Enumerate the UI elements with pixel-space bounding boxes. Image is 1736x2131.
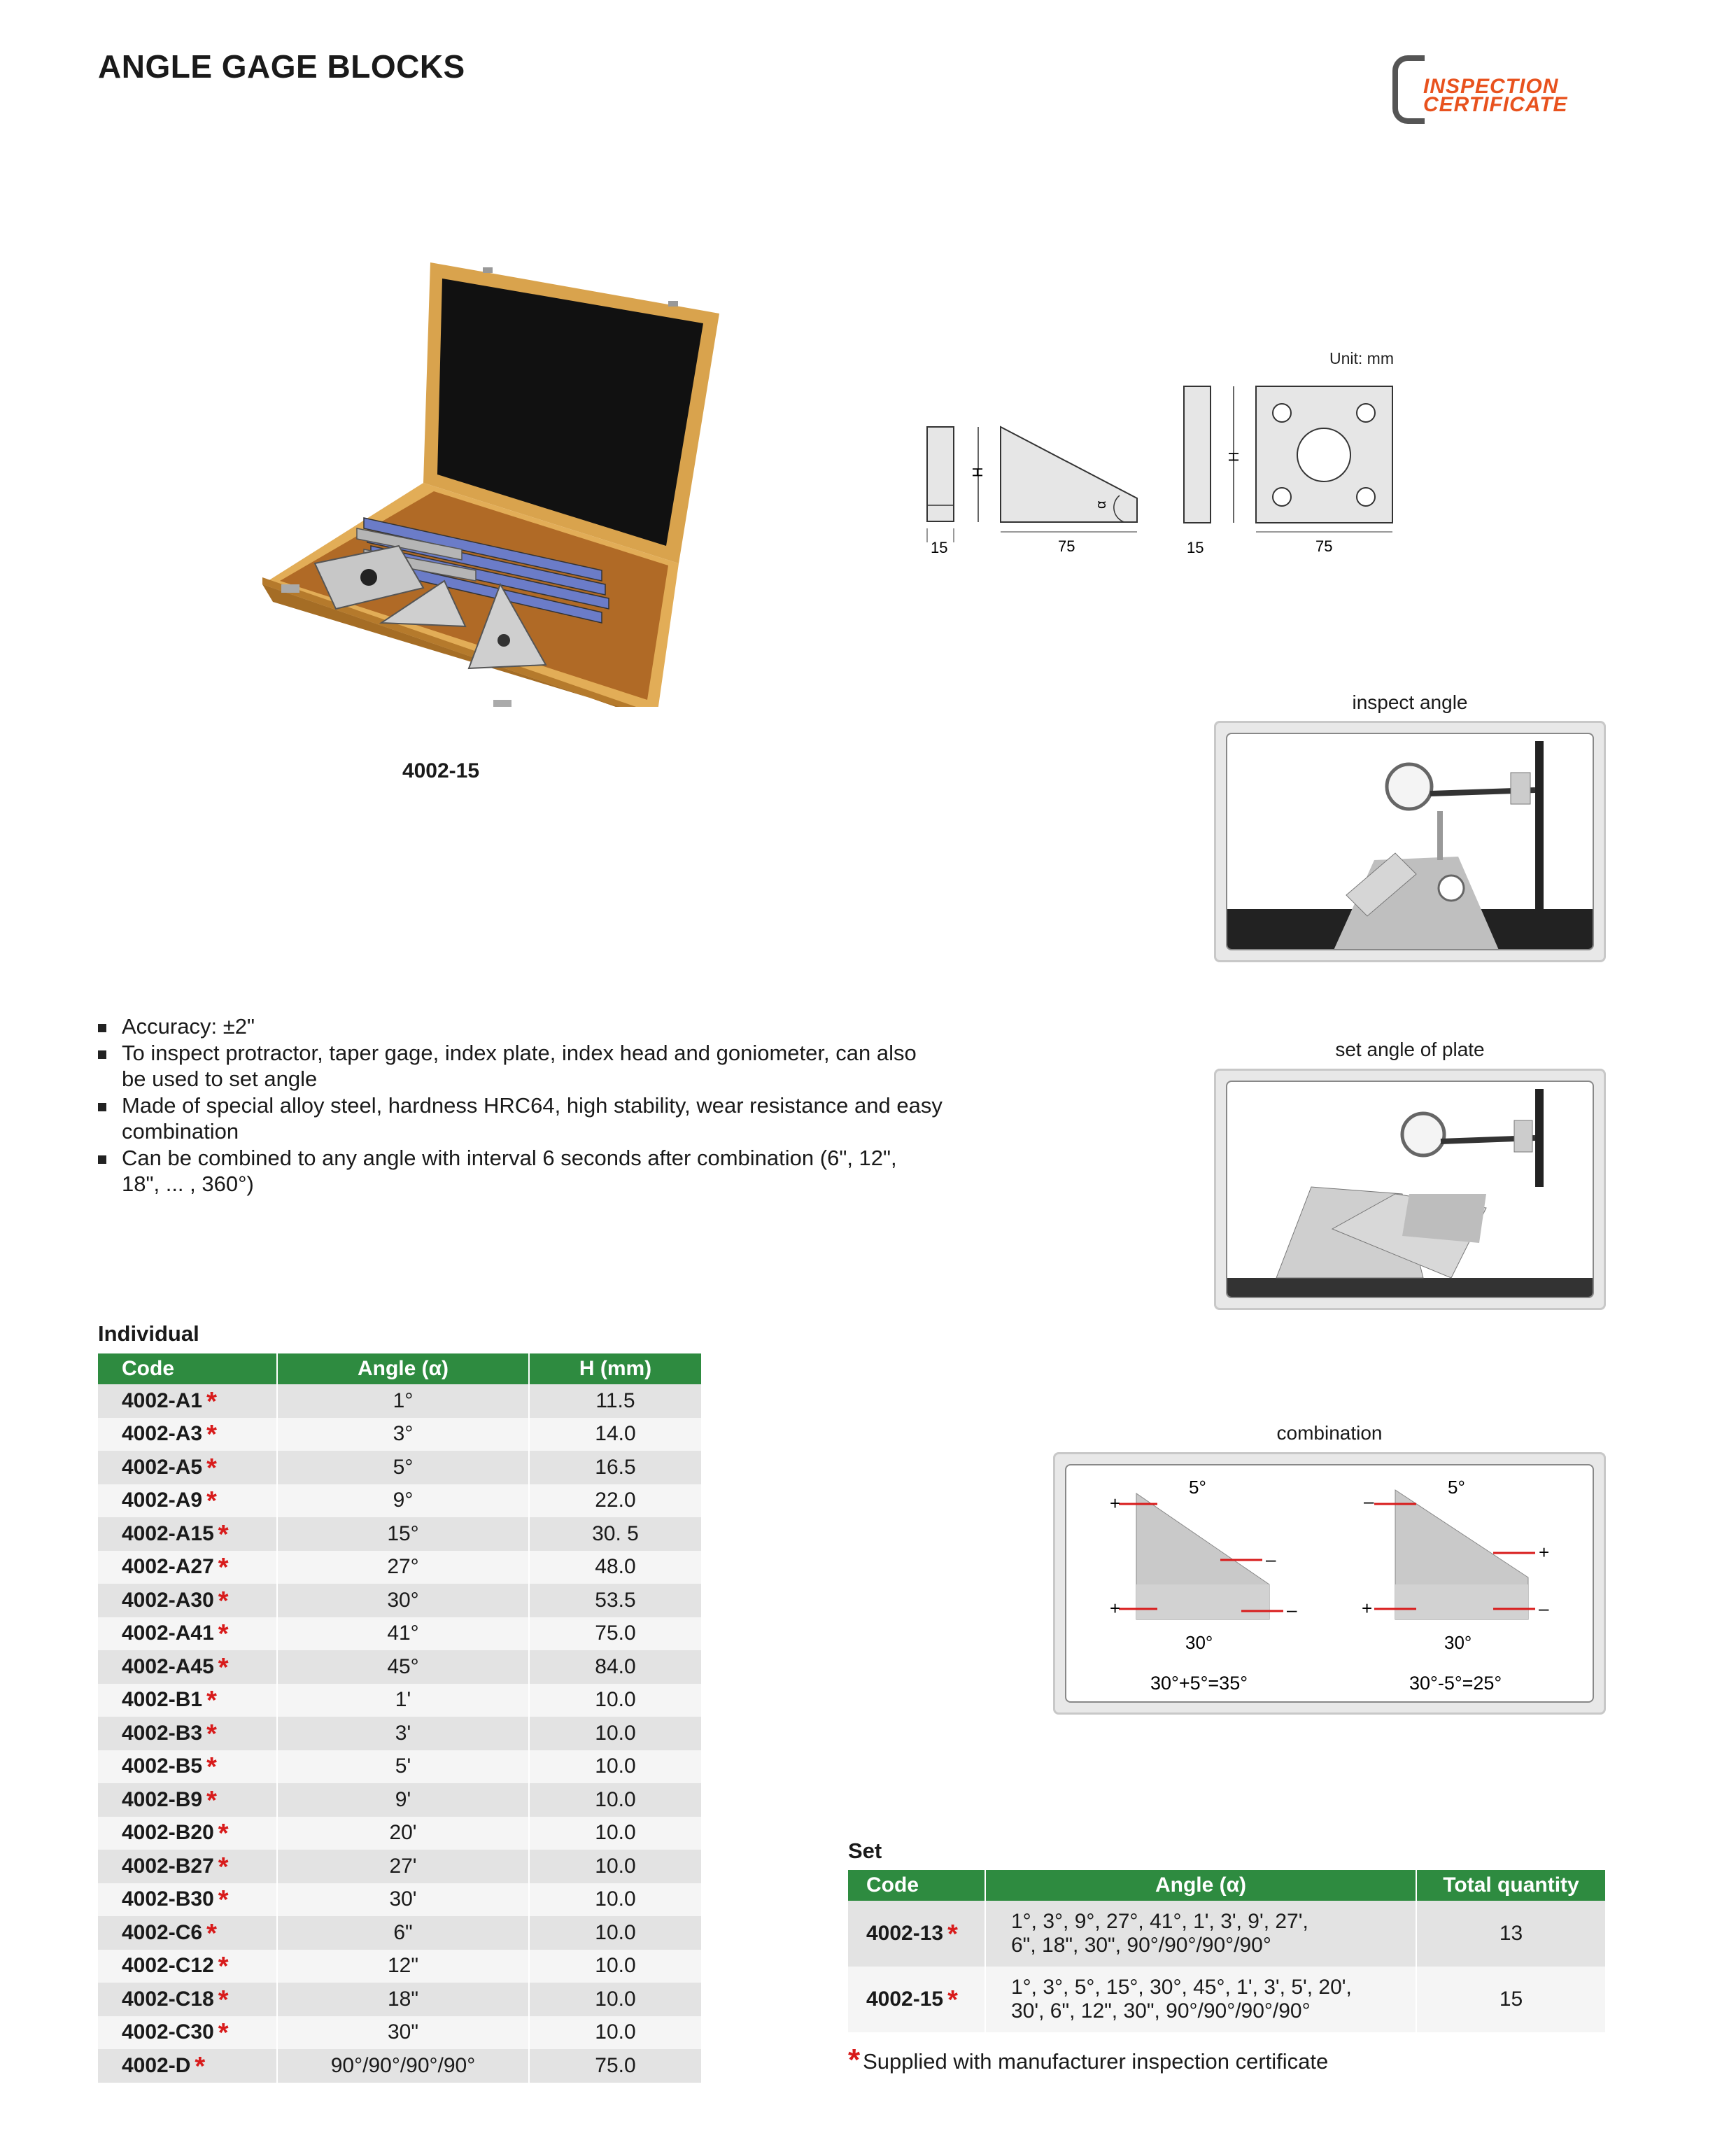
code-cell (98, 1551, 277, 1584)
code-cell (98, 1650, 277, 1684)
h-cell: 10.0 (529, 1883, 701, 1917)
code-text: 4002-B20 (122, 1821, 214, 1845)
angles-line: 30', 6", 12", 30", 90°/90°/90°/90° (1011, 1999, 1311, 2023)
angle-cell: 5' (277, 1750, 529, 1784)
h-cell: 10.0 (529, 1950, 701, 1983)
product-photo-caption: 4002-15 (402, 759, 480, 782)
asterisk-icon: * (218, 1519, 229, 1549)
svg-text:–: – (1539, 1598, 1549, 1619)
code-cell (98, 1817, 277, 1850)
angle-label: α (1094, 500, 1109, 509)
table-row (98, 1384, 701, 1418)
table-row (98, 1617, 701, 1651)
asterisk-icon: * (218, 2018, 229, 2048)
svg-text:–: – (1364, 1491, 1374, 1512)
code-text: 4002-B3 (122, 1721, 203, 1745)
asterisk-icon: * (218, 1619, 229, 1650)
asterisk-icon: * (218, 1586, 229, 1616)
code-text: 4002-B27 (122, 1854, 214, 1878)
angle-cell: 20' (277, 1817, 529, 1850)
right-base-angle: 30° (1444, 1632, 1472, 1653)
set-angle-image (1214, 1069, 1606, 1310)
asterisk-icon: * (218, 1985, 229, 2015)
asterisk-icon: * (947, 1985, 958, 2015)
table-row (98, 1684, 701, 1717)
dim-75-a: 75 (1058, 537, 1075, 555)
h-cell: 14.0 (529, 1418, 701, 1451)
col-code: Code (848, 1870, 985, 1901)
table-row (98, 1551, 701, 1584)
code-cell (98, 1517, 277, 1551)
code-text: 4002-A30 (122, 1588, 214, 1612)
code-cell (98, 1916, 277, 1950)
asterisk-icon: * (218, 1952, 229, 1982)
table-row (848, 1901, 1605, 1967)
set-angle-caption: set angle of plate (1335, 1039, 1485, 1060)
h-cell: 53.5 (529, 1584, 701, 1617)
table-row (98, 1850, 701, 1883)
h-cell: 10.0 (529, 1783, 701, 1817)
table-row (98, 1650, 701, 1684)
col-qty: Total quantity (1416, 1870, 1605, 1901)
code-text: 4002-A27 (122, 1555, 214, 1579)
h-cell: 10.0 (529, 2016, 701, 2050)
asterisk-icon: * (206, 1386, 217, 1416)
col-code: Code (98, 1353, 277, 1384)
asterisk-icon: * (206, 1453, 217, 1483)
qty-cell: 15 (1416, 1967, 1605, 2032)
logo-line-1: INSPECTION (1423, 75, 1559, 98)
h-cell: 10.0 (529, 1850, 701, 1883)
code-cell (848, 1967, 985, 2032)
asterisk-icon: * (218, 1819, 229, 1849)
asterisk-icon: * (218, 1553, 229, 1583)
angle-cell: 30° (277, 1584, 529, 1617)
code-text: 4002-A15 (122, 1521, 214, 1545)
svg-text:+: + (1110, 1598, 1121, 1619)
asterisk-icon: * (206, 1686, 217, 1716)
combination-image (1053, 1452, 1606, 1715)
angle-cell: 3' (277, 1717, 529, 1750)
angles-line: 6", 18", 30", 90°/90°/90°/90° (1011, 1934, 1271, 1957)
table-row (98, 1783, 701, 1817)
inspect-angle-caption: inspect angle (1352, 691, 1468, 713)
angle-cell: 27' (277, 1850, 529, 1883)
h-cell: 10.0 (529, 1817, 701, 1850)
code-cell (98, 1717, 277, 1750)
inspection-certificate-logo (1392, 52, 1602, 122)
col-h: H (mm) (529, 1353, 701, 1384)
svg-text:–: – (1266, 1549, 1276, 1570)
h-cell: 75.0 (529, 2049, 701, 2083)
angle-cell: 6" (277, 1916, 529, 1950)
col-angle: Angle (α) (277, 1353, 529, 1384)
h-cell: 10.0 (529, 1684, 701, 1717)
table-row (98, 1883, 701, 1917)
code-cell (98, 1617, 277, 1651)
code-text: 4002-C30 (122, 2020, 214, 2044)
logo-line-2: CERTIFICATE (1423, 93, 1568, 116)
angle-cell: 1° (277, 1384, 529, 1418)
angles-line: 1°, 3°, 9°, 27°, 41°, 1', 3', 9', 27', (1011, 1910, 1308, 1933)
asterisk-icon: * (206, 1918, 217, 1948)
code-text: 4002-B9 (122, 1787, 203, 1811)
code-cell (848, 1901, 985, 1967)
right-top-angle: 5° (1448, 1477, 1465, 1498)
angle-cell: 9' (277, 1783, 529, 1817)
angles-line: 1°, 3°, 5°, 15°, 30°, 45°, 1', 3', 5', 20', (1011, 1976, 1352, 1999)
asterisk-icon: * (218, 1652, 229, 1682)
angles-cell (985, 1901, 1416, 1967)
asterisk-icon: * (218, 1885, 229, 1915)
code-cell (98, 1418, 277, 1451)
h-cell: 30. 5 (529, 1517, 701, 1551)
table-row (848, 1967, 1605, 2032)
left-formula: 30°+5°=35° (1150, 1673, 1248, 1694)
page-title: ANGLE GAGE BLOCKS (98, 48, 465, 85)
table-row (98, 2049, 701, 2083)
table-row (98, 1517, 701, 1551)
table-row (98, 1418, 701, 1451)
code-text: 4002-15 (866, 1988, 944, 2011)
product-photo (252, 252, 728, 707)
code-text: 4002-B5 (122, 1754, 203, 1778)
code-cell (98, 2016, 277, 2050)
h-cell: 10.0 (529, 1916, 701, 1950)
angle-cell: 15° (277, 1517, 529, 1551)
asterisk-icon: * (206, 1420, 217, 1450)
height-label-1: H (971, 467, 986, 477)
code-text: 4002-13 (866, 1922, 944, 1945)
footnote-text: Supplied with manufacturer inspection certificate (863, 2049, 1329, 2074)
table-row (98, 2016, 701, 2050)
table-row (98, 1750, 701, 1784)
h-cell: 84.0 (529, 1650, 701, 1684)
code-text: 4002-B30 (122, 1887, 214, 1911)
table-row (98, 1950, 701, 1983)
code-cell (98, 1883, 277, 1917)
individual-label: Individual (98, 1321, 199, 1346)
table-row (98, 1451, 701, 1484)
svg-text:+: + (1362, 1598, 1373, 1619)
dim-15-b: 15 (1187, 539, 1204, 556)
table-row (98, 1817, 701, 1850)
h-cell: 10.0 (529, 1717, 701, 1750)
code-cell (98, 1584, 277, 1617)
angle-cell: 9° (277, 1484, 529, 1518)
angle-cell: 5° (277, 1451, 529, 1484)
asterisk-icon: * (947, 1920, 958, 1949)
table-row (98, 1916, 701, 1950)
angle-cell: 30" (277, 2016, 529, 2050)
col-angle: Angle (α) (985, 1870, 1416, 1901)
table-row (98, 1484, 701, 1518)
code-cell (98, 2049, 277, 2083)
unit-label: Unit: mm (1329, 349, 1394, 367)
angle-cell: 30' (277, 1883, 529, 1917)
angle-cell: 12" (277, 1950, 529, 1983)
h-cell: 10.0 (529, 1983, 701, 2016)
h-cell: 16.5 (529, 1451, 701, 1484)
asterisk-icon: * (206, 1752, 217, 1782)
code-text: 4002-A3 (122, 1422, 203, 1446)
table-row (98, 1717, 701, 1750)
code-text: 4002-A45 (122, 1654, 214, 1678)
h-cell: 10.0 (529, 1750, 701, 1784)
left-top-angle: 5° (1189, 1477, 1206, 1498)
h-cell: 75.0 (529, 1617, 701, 1651)
angle-cell: 3° (277, 1418, 529, 1451)
code-cell (98, 1750, 277, 1784)
feature-list (98, 1013, 943, 1197)
code-cell (98, 1684, 277, 1717)
code-cell (98, 1783, 277, 1817)
code-text: 4002-D (122, 2053, 191, 2077)
left-base-angle: 30° (1185, 1632, 1213, 1653)
code-cell (98, 1384, 277, 1418)
qty-cell: 13 (1416, 1901, 1605, 1967)
code-text: 4002-B1 (122, 1688, 203, 1712)
angle-cell: 45° (277, 1650, 529, 1684)
height-label-2: H (1227, 451, 1242, 462)
svg-text:+: + (1539, 1542, 1550, 1563)
individual-table (98, 1353, 701, 2083)
code-text: 4002-A41 (122, 1622, 214, 1645)
feature-item: Can be combined to any angle with interval 6 seconds after combination (6", 12", 18", ... , 360°) (98, 1145, 919, 1197)
asterisk-icon: * (206, 1486, 217, 1517)
code-cell (98, 1950, 277, 1983)
h-cell: 48.0 (529, 1551, 701, 1584)
svg-text:–: – (1287, 1599, 1297, 1620)
combination-caption: combination (1276, 1422, 1383, 1444)
code-cell (98, 1451, 277, 1484)
code-text: 4002-C6 (122, 1920, 203, 1944)
set-table (848, 1870, 1605, 2032)
svg-text:+: + (1110, 1493, 1121, 1514)
dim-15-a: 15 (931, 539, 948, 556)
h-cell: 11.5 (529, 1384, 701, 1418)
right-formula: 30°-5°=25° (1409, 1673, 1502, 1694)
code-text: 4002-C18 (122, 1987, 214, 2011)
feature-item: To inspect protractor, taper gage, index plate, index head and goniometer, can also be used to set angle (98, 1040, 919, 1092)
logo-bracket-icon (1392, 55, 1425, 124)
table-row (98, 1584, 701, 1617)
asterisk-icon: * (206, 1719, 217, 1749)
feature-item: Made of special alloy steel, hardness HRC64, high stability, wear resistance and easy combination (98, 1092, 947, 1145)
angle-cell: 41° (277, 1617, 529, 1651)
code-text: 4002-C12 (122, 1954, 214, 1978)
code-cell (98, 1484, 277, 1518)
angles-cell (985, 1967, 1416, 2032)
code-cell (98, 1983, 277, 2016)
code-text: 4002-A9 (122, 1489, 203, 1512)
asterisk-icon: * (206, 1785, 217, 1815)
code-cell (98, 1850, 277, 1883)
angle-cell: 1' (277, 1684, 529, 1717)
table-row (98, 1983, 701, 2016)
code-text: 4002-A5 (122, 1455, 203, 1479)
dimension-drawing (910, 343, 1413, 574)
asterisk-icon: * (848, 2043, 861, 2077)
inspect-angle-image (1214, 721, 1606, 962)
h-cell: 22.0 (529, 1484, 701, 1518)
set-label: Set (848, 1838, 882, 1863)
angle-cell: 90°/90°/90°/90° (277, 2049, 529, 2083)
asterisk-icon: * (195, 2051, 206, 2081)
feature-item: Accuracy: ±2" (98, 1013, 938, 1040)
footnote (848, 2043, 1329, 2077)
angle-cell: 27° (277, 1551, 529, 1584)
asterisk-icon: * (218, 1852, 229, 1882)
dim-75-b: 75 (1315, 537, 1333, 555)
angle-cell: 18" (277, 1983, 529, 2016)
code-text: 4002-A1 (122, 1388, 203, 1412)
